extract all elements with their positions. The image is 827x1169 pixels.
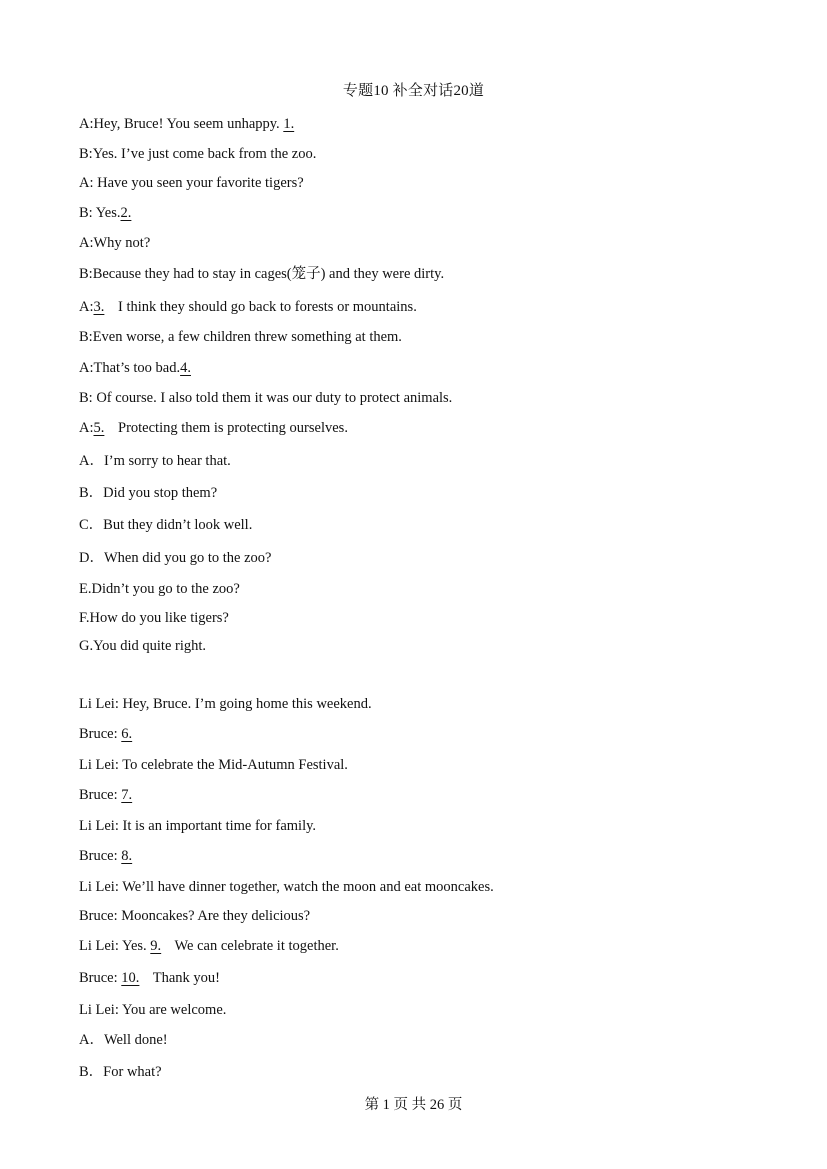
dialogue-text: A:Why not?: [79, 235, 151, 251]
dialogue-text: Li Lei: It is an important time for family.: [79, 818, 317, 834]
answer-blank-2: 2.: [120, 205, 132, 221]
dialogue-text: A:Hey, Bruce! You seem unhappy.: [79, 116, 284, 132]
dialogue-text: Bruce: Mooncakes? Are they delicious?: [79, 908, 311, 924]
dialogue-text: B: Yes.: [79, 205, 121, 221]
answer-blank-3: 3.: [93, 299, 105, 315]
dialogue-text: We can celebrate it together.: [171, 938, 339, 954]
page-footer: 第 1 页 共 26 页: [364, 1097, 463, 1113]
dialogue-text: Li Lei: Yes.: [79, 938, 151, 954]
dialogue-text: A:: [79, 420, 94, 436]
dialogue1-line-9: [79, 358, 201, 378]
dialogue1-line-8: [79, 327, 402, 347]
dialogue-text: B:Because they had to stay in cages(笼子) and they were dirty.: [79, 266, 445, 282]
option-b: B．Did you stop them?: [79, 485, 218, 501]
dialogue-text: Bruce:: [79, 787, 122, 803]
answer-blank-9: 9.: [150, 938, 162, 954]
dialogue2-line-8: [79, 906, 310, 926]
dialogue-text: Thank you!: [149, 970, 221, 986]
dialogue2-line-10: [79, 968, 220, 988]
dialogue-text: Li Lei: To celebrate the Mid-Autumn Festival.: [79, 757, 348, 773]
dialogue-text: Li Lei: Hey, Bruce. I’m going home this weekend.: [79, 696, 372, 712]
dialogue-text: A: Have you seen your favorite tigers?: [79, 175, 304, 191]
dialogue-text: Protecting them is protecting ourselves.: [114, 420, 348, 436]
dialogue1-line-1: [79, 114, 304, 134]
option-a-2: A．Well done!: [79, 1032, 168, 1048]
answer-blank-10: 10.: [121, 970, 140, 986]
dialogue2-line-3: [79, 755, 348, 775]
dialogue-text: A:: [79, 299, 94, 315]
option-f: F.How do you like tigers?: [79, 610, 229, 626]
option-b-2: B．For what?: [79, 1064, 162, 1080]
dialogue2-line-7: [79, 877, 494, 897]
answer-blank-4: 4.: [180, 360, 191, 376]
dialogue2-line-1: [79, 694, 372, 714]
answer-blank-7: 7.: [121, 787, 133, 803]
answer-blank-1: 1.: [283, 116, 295, 132]
dialogue-text: Li Lei: You are welcome.: [79, 1002, 227, 1018]
dialogue2-line-2: [79, 724, 142, 744]
dialogue2-line-6: [79, 846, 142, 866]
dialogue-text: A:That’s too bad.: [79, 360, 181, 376]
dialogue-text: I think they should go back to forests or mountains.: [114, 299, 417, 315]
dialogue2-line-4: [79, 785, 142, 805]
dialogue-text: Bruce:: [79, 848, 122, 864]
dialogue1-line-4: [79, 203, 141, 223]
dialogue2-line-11: [79, 1000, 226, 1020]
dialogue-text: B: Of course. I also told them it was our duty to protect animals.: [79, 390, 453, 406]
dialogue-text: Li Lei: We’ll have dinner together, watch the moon and eat mooncakes.: [79, 879, 494, 895]
answer-blank-8: 8.: [121, 848, 133, 864]
dialogue1-line-5: [79, 233, 150, 253]
dialogue2-line-9: [79, 936, 339, 956]
dialogue1-line-6: [79, 264, 444, 284]
dialogue2-line-5: [79, 816, 316, 836]
dialogue-text: B:Even worse, a few children threw something at them.: [79, 329, 402, 345]
option-d: D．When did you go to the zoo?: [79, 550, 272, 566]
option-c: C．But they didn’t look well.: [79, 517, 253, 533]
dialogue-text: Bruce:: [79, 970, 122, 986]
option-e: E.Didn’t you go to the zoo?: [79, 581, 240, 597]
option-g: G.You did quite right.: [79, 638, 207, 654]
dialogue-text: Bruce:: [79, 726, 122, 742]
option-a: A．I’m sorry to hear that.: [79, 453, 231, 469]
dialogue-text: B:Yes. I’ve just come back from the zoo.: [79, 146, 317, 162]
answer-blank-5: 5.: [93, 420, 105, 436]
dialogue1-line-2: [79, 144, 316, 164]
page-title: 专题10 补全对话20道: [342, 83, 485, 99]
dialogue1-line-10: [79, 388, 452, 408]
dialogue1-line-11: [79, 418, 348, 438]
answer-blank-6: 6.: [121, 726, 133, 742]
dialogue1-line-7: [79, 297, 417, 317]
dialogue1-line-3: [79, 173, 304, 193]
